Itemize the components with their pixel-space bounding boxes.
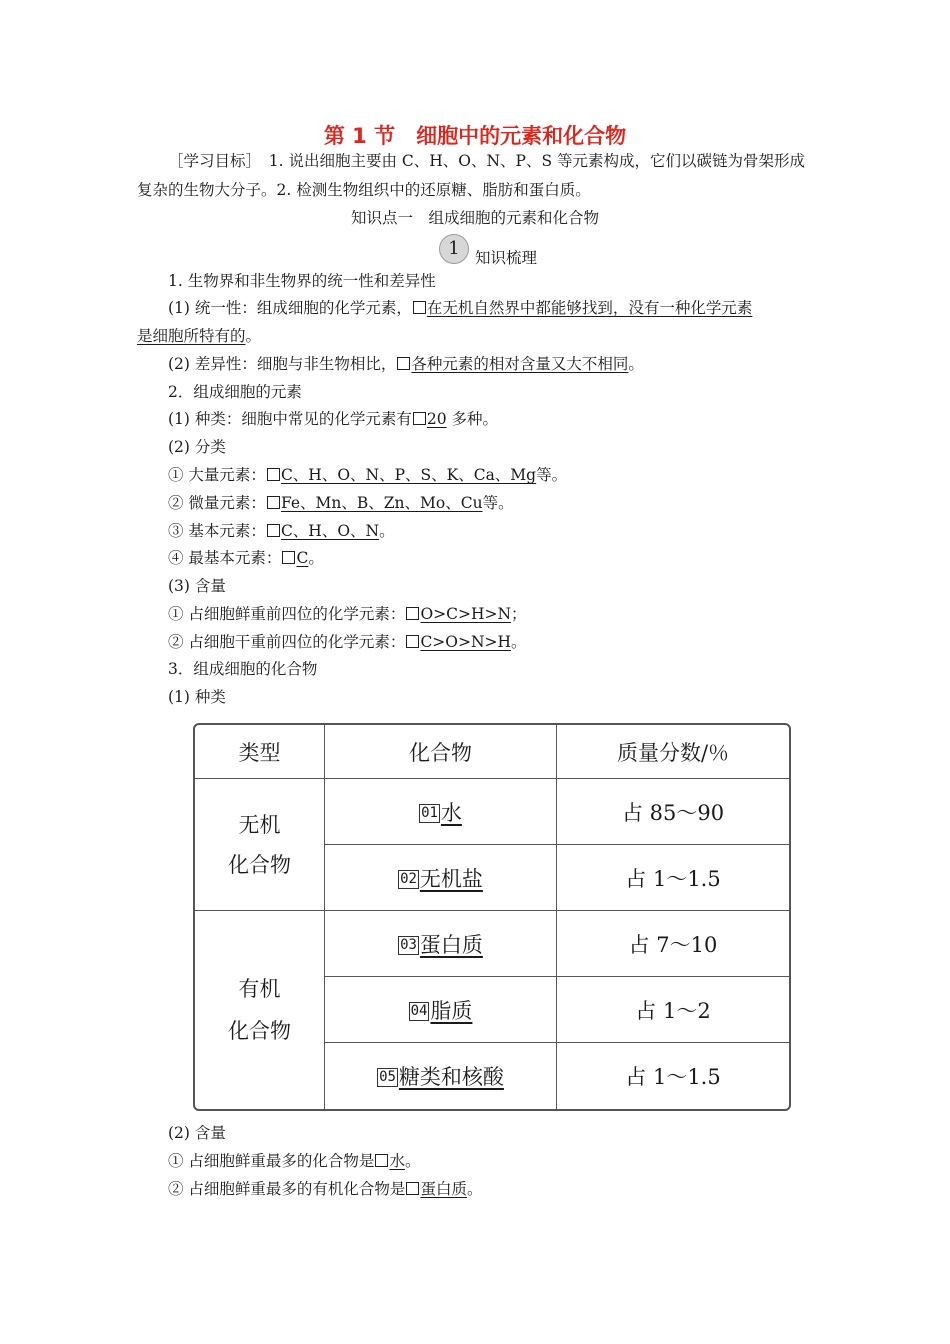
section-number-badge: 1: [439, 234, 469, 264]
table-cell-fraction: 占 1～1.5: [557, 845, 789, 911]
s2-fresh-line: [168, 603, 527, 625]
s2-macro-end: 等。: [536, 466, 568, 484]
compounds-table: [193, 723, 791, 1111]
learning-objectives-line1: ［学习目标］ 1. 说出细胞主要由 C、H、O、N、P、S 等元素构成，它们以碳链为骨架形成: [168, 152, 806, 170]
table-row: [195, 779, 789, 845]
s2-class-heading: (2) 分类: [168, 438, 226, 456]
table-header-type: 类型: [195, 725, 325, 779]
s2-heading: 2．组成细胞的元素: [168, 383, 302, 401]
knowledge-point-heading: 知识点一 组成细胞的元素和化合物: [350, 209, 599, 227]
s2-fresh-end: ；: [511, 605, 527, 623]
s3-heading: 3．组成细胞的化合物: [168, 660, 318, 678]
item-number-box: 02: [400, 870, 417, 887]
s2-most-basic-prefix: ④ 最基本元素：: [168, 549, 282, 567]
table-header-row: [195, 725, 789, 779]
answer-blank-box: [267, 524, 280, 537]
table-group-inorganic: [195, 779, 325, 911]
table-cell-fraction: 占 85～90: [557, 779, 789, 845]
s2-micro-line: [168, 492, 514, 514]
compound-name: 无机盐: [419, 866, 483, 891]
s1-diff-prefix: (2) 差异性：细胞与非生物相比，: [168, 355, 397, 373]
learning-objectives-line2: 复杂的生物大分子。2. 检测生物组织中的还原糖、脂肪和蛋白质。: [137, 181, 591, 199]
s1-diff-answer: 各种元素的相对含量又大不相同: [411, 355, 629, 373]
answer-blank-box: [406, 1182, 419, 1195]
s3-most-organic-line: [168, 1178, 482, 1200]
answer-blank-box: [413, 412, 426, 425]
table-cell-compound: [325, 845, 557, 911]
s3-content-heading: (2) 含量: [168, 1124, 226, 1142]
table-group-organic: [195, 911, 325, 1109]
section-badge-label: 知识梳理: [475, 249, 538, 267]
s2-macro-line: [168, 464, 567, 486]
s2-most-basic-answer: C: [296, 549, 309, 567]
s3-most-fresh-end: 。: [404, 1152, 421, 1170]
table-cell-compound: [325, 1043, 557, 1109]
s2-dry-end: 。: [511, 633, 527, 651]
s1-unity-prefix: (1) 统一性：组成细胞的化学元素，: [168, 299, 412, 317]
table-cell-fraction: 占 1～1.5: [625, 1065, 721, 1089]
s2-micro-answer: Fe、Mn、B、Zn、Mo、Cu: [280, 494, 483, 512]
item-number-box: 01: [421, 804, 438, 821]
s3-most-organic-end: 。: [466, 1180, 483, 1198]
item-number-box: 05: [379, 1069, 396, 1085]
compound-name: 脂质: [430, 998, 473, 1023]
table-cell-compound: [325, 911, 557, 977]
s1-unity-end: 。: [245, 327, 262, 345]
s2-basic-prefix: ③ 基本元素：: [168, 522, 266, 540]
answer-blank-box: [282, 551, 295, 564]
s1-unity-answer-a: 在无机自然界中都能够找到，没有一种化学元素: [426, 299, 753, 317]
s2-micro-end: 等。: [482, 494, 514, 512]
page-title: 第 1 节 细胞中的元素和化合物: [323, 124, 627, 148]
s2-macro-prefix: ① 大量元素：: [168, 466, 266, 484]
answer-blank-box: [267, 496, 280, 509]
s2-fresh-prefix: ① 占细胞鲜重前四位的化学元素：: [168, 605, 406, 623]
group-label-line1: 有机: [238, 977, 281, 1001]
table-header-fraction: 质量分数/％: [557, 725, 789, 779]
compound-name: 蛋白质: [419, 932, 483, 957]
s1-heading: 1. 生物界和非生物界的统一性和差异性: [168, 272, 436, 290]
compound-name: 糖类和核酸: [398, 1065, 504, 1089]
s2-basic-answer: C、H、O、N: [280, 522, 380, 540]
table-cell-compound: [325, 779, 557, 845]
table-row: [195, 911, 789, 977]
s2-basic-line: [168, 520, 395, 542]
s1-unity-line-cont: [137, 325, 261, 347]
s3-most-fresh-answer: 水: [389, 1152, 405, 1170]
answer-blank-box: [406, 607, 419, 620]
s2-kinds-end: 多种。: [446, 410, 499, 428]
s2-kinds-answer: 20: [426, 410, 447, 428]
group-label-line1: 无机: [238, 812, 281, 837]
s2-dry-line: [168, 631, 527, 653]
s1-unity-answer-b: 是细胞所特有的: [137, 327, 246, 345]
s2-content-heading: (3) 含量: [168, 577, 226, 595]
item-number-box: 03: [400, 936, 417, 953]
s2-most-basic-line: [168, 547, 324, 569]
group-label-line2: 化合物: [228, 1019, 291, 1043]
item-number-box: 04: [410, 1002, 428, 1019]
s1-diff-line: [168, 353, 644, 375]
group-label-line2: 化合物: [228, 852, 291, 877]
s3-kinds-heading: (1) 种类: [168, 688, 226, 706]
s3-most-organic-prefix: ② 占细胞鲜重最多的有机化合物是: [168, 1180, 406, 1198]
table-cell-compound: [325, 977, 557, 1043]
table-cell-fraction: 占 7～10: [557, 911, 789, 977]
s2-micro-prefix: ② 微量元素：: [168, 494, 266, 512]
s2-kinds-prefix: (1) 种类：细胞中常见的化学元素有: [168, 410, 412, 428]
s2-basic-end: 。: [379, 522, 395, 540]
s2-kinds-line: [168, 408, 498, 430]
s2-dry-answer: C>O>N>H: [420, 633, 512, 651]
s2-fresh-answer: O>C>H>N: [420, 605, 512, 623]
answer-blank-box: [267, 468, 280, 481]
s2-dry-prefix: ② 占细胞干重前四位的化学元素：: [168, 633, 406, 651]
answer-blank-box: [406, 635, 419, 648]
s3-most-fresh-line: [168, 1150, 420, 1172]
s3-most-fresh-prefix: ① 占细胞鲜重最多的化合物是: [168, 1152, 375, 1170]
s2-most-basic-end: 。: [308, 549, 324, 567]
s2-macro-answer: C、H、O、N、P、S、K、Ca、Mg: [280, 466, 537, 484]
s1-diff-end: 。: [628, 355, 644, 373]
s3-most-organic-answer: 蛋白质: [420, 1180, 467, 1198]
answer-blank-box: [375, 1154, 388, 1167]
table-header-compound: 化合物: [325, 725, 557, 779]
answer-blank-box: [397, 357, 410, 370]
s1-unity-line: [168, 297, 752, 319]
compound-name: 水: [440, 800, 462, 825]
answer-blank-box: [413, 301, 426, 314]
table-cell-fraction: 占 1～2: [557, 977, 789, 1043]
